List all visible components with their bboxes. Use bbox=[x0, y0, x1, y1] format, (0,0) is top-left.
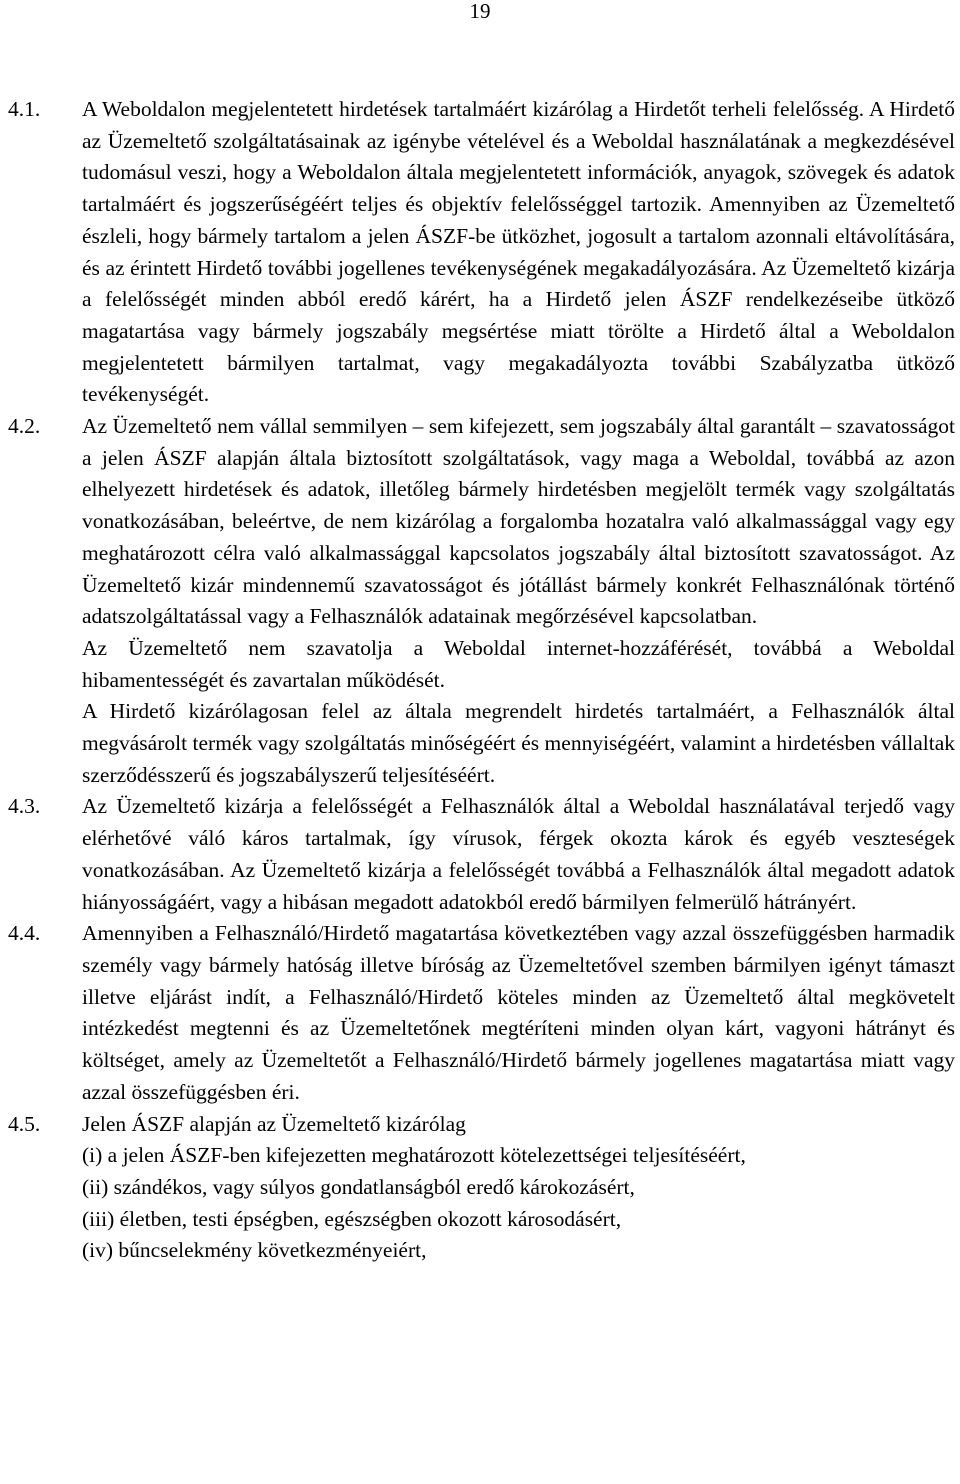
paragraph: Az Üzemeltető kizárja a felelősségét a Felhasználók által a Weboldal használatával terjedő vagy elérhetővé váló káros tartalmak, így vírusok, férgek okozta károk és egyéb veszteségek vonatkozásában. Az Üzemeltető kizárja a felelősségét továbbá a Felhasználók által megadott adatok hiányosságáért, vagy a hibásan megadott adatokból eredő bármilyen felmerülő hátrányért. bbox=[82, 794, 955, 914]
section-4-4 bbox=[8, 918, 955, 1108]
list-item: (i) a jelen ÁSZF-ben kifejezetten meghatározott kötelezettségei teljesítéséért, bbox=[82, 1143, 746, 1168]
section-number: 4.4. bbox=[8, 921, 41, 946]
page-number: 19 bbox=[469, 0, 491, 23]
document-body bbox=[0, 94, 960, 1267]
section-4-1 bbox=[8, 94, 955, 411]
paragraph: Az Üzemeltető nem szavatolja a Weboldal internet-hozzáférését, továbbá a Weboldal hibamentességét és zavartalan működését. bbox=[82, 635, 955, 692]
list-item: (iii) életben, testi épségben, egészségben okozott károsodásért, bbox=[82, 1206, 622, 1231]
section-intro: Jelen ÁSZF alapján az Üzemeltető kizárólag bbox=[82, 1111, 466, 1136]
paragraph: Az Üzemeltető nem vállal semmilyen – sem kifejezett, sem jogszabály által garantált – szavatosságot a jelen ÁSZF alapján általa biztosított szolgáltatások, vagy maga a Weboldal, továbbá az azon elhelyezett hirdetések és adatok, illetőleg bármely hirdetésben megjelölt termék vagy szolgáltatás vonatkozásában, beleértve, de nem kizárólag a forgalomba hozatalra való alkalmassággal vagy egy meghatározott célra való alkalmassággal kapcsolatos jogszabály által biztosított szavatosságot. Az Üzemeltető kizár mindennemű szavatosságot és jótállást bármely konkrét Felhasználónak történő adatszolgáltatással vagy a Felhasználók adatainak megőrzésével kapcsolatban. bbox=[82, 414, 955, 629]
section-4-2 bbox=[8, 411, 955, 791]
paragraph: A Weboldalon megjelentetett hirdetések tartalmáért kizárólag a Hirdetőt terheli felelősség. A Hirdető az Üzemeltető szolgáltatásainak az igénybe vételével és a Weboldal használatának a megkezdésével tudomásul veszi, hogy a Weboldalon általa megjelentetett információk, anyagok, szövegek és adatok tartalmáért és jogszerűségéért teljes és objektív felelősséggel tartozik. Amennyiben az Üzemeltető észleli, hogy bármely tartalom a jelen ÁSZF-be ütközhet, jogosult a tartalom azonnali eltávolítására, és az érintett Hirdető további jogellenes tevékenységének megakadályozására. Az Üzemeltető kizárja a felelősségét minden abból eredő kárért, ha a Hirdető jelen ÁSZF rendelkezéseibe ütköző magatartása vagy bármely jogszabály megsértése miatt törölte a Hirdető által a Weboldalon megjelentetett bármilyen tartalmat, vagy megakadályozta további Szabályzatba ütköző tevékenységét. bbox=[82, 97, 955, 407]
section-number: 4.1. bbox=[8, 97, 41, 121]
section-number: 4.3. bbox=[8, 794, 41, 819]
section-number: 4.5. bbox=[8, 1111, 41, 1136]
list-item: (iv) bűncselekmény következményeiért, bbox=[82, 1238, 427, 1263]
list-item: (ii) szándékos, vagy súlyos gondatlanságból eredő károkozásért, bbox=[82, 1174, 635, 1199]
section-number: 4.2. bbox=[8, 414, 41, 439]
section-4-3 bbox=[8, 791, 955, 918]
paragraph: A Hirdető kizárólagosan felel az általa megrendelt hirdetés tartalmáért, a Felhasználók által megvásárolt termék vagy szolgáltatás minőségéért és mennyiségéért, valamint a hirdetésben vállaltak szerződésszerű és jogszabályszerű teljesítéséért. bbox=[82, 699, 955, 787]
section-4-5 bbox=[8, 1109, 955, 1268]
paragraph: Amennyiben a Felhasználó/Hirdető magatartása következtében vagy azzal összefüggésben harmadik személy vagy bármely hatóság illetve bíróság az Üzemeltetővel szemben bármilyen igényt támaszt illetve eljárást indít, a Felhasználó/Hirdető köteles minden az Üzemeltető által megkövetelt intézkedést megtenni és az Üzemeltetőnek megtéríteni minden olyan kárt, vagyoni hátrányt és költséget, amely az Üzemeltetőt a Felhasználó/Hirdető bármely jogellenes magatartása miatt vagy azzal összefüggésben éri. bbox=[82, 921, 955, 1104]
